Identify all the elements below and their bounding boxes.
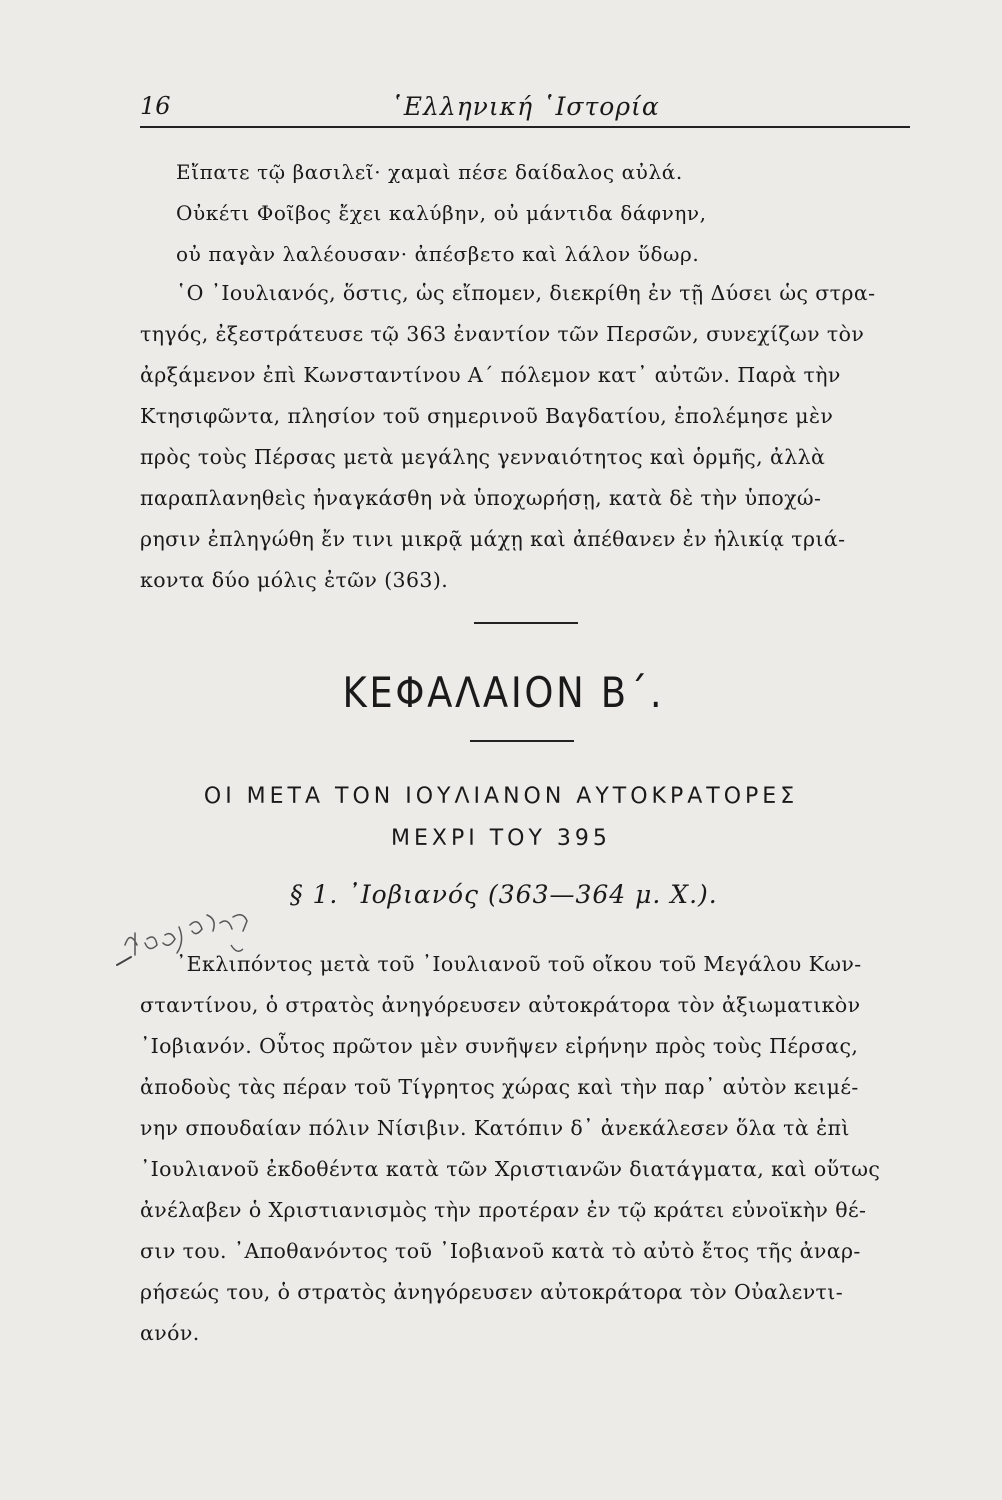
paragraph-line: παραπλανηθεὶς ἠναγκάσθη νὰ ὑποχωρήσῃ, κατὰ δὲ τὴν ὑποχώ-: [140, 486, 822, 510]
paragraph-line: πρὸς τοὺς Πέρσας μετὰ μεγάλης γενναιότητος καὶ ὁρμῆς, ἀλλὰ: [140, 445, 826, 469]
section-title-line-1: ΟΙ ΜΕΤΑ ΤΟΝ ΙΟΥΛΙΑΝΟΝ ΑΥΤΟΚΡΑΤΟΡΕΣ: [203, 784, 799, 809]
verse-line-3: οὐ παγὰν λαλέουσαν· ἀπέσβετο καὶ λάλον ὕδωρ.: [176, 242, 700, 266]
paragraph-line: ῾Ο ᾿Ιουλιανός, ὅστις, ὡς εἴπομεν, διεκρίθη ἐν τῇ Δύσει ὡς στρα-: [176, 281, 876, 305]
section-title-line-2: ΜΕΧΡΙ ΤΟΥ 395: [391, 826, 611, 851]
paragraph-line: ἀποδοὺς τὰς πέραν τοῦ Τίγρητος χώρας καὶ τὴν παρ᾿ αὐτὸν κειμέ-: [140, 1075, 859, 1099]
paragraph-line: ἀρξάμενον ἐπὶ Κωνσταντίνου Α΄ πόλεμον κατ᾿ αὐτῶν. Παρὰ τὴν: [140, 363, 841, 387]
separator-rule-bottom: [470, 740, 574, 742]
paragraph-line: ᾿Ιουλιανοῦ ἐκδοθέντα κατὰ τῶν Χριστιανῶν διατάγματα, καὶ οὕτως: [140, 1157, 881, 1181]
page-number: 16: [140, 92, 171, 120]
paragraph-line: ᾿Ιοβιανόν. Οὗτος πρῶτον μὲν συνῆψεν εἰρήνην πρὸς τοὺς Πέρσας,: [140, 1034, 859, 1058]
paragraph-line: σταντίνου, ὁ στρατὸς ἀνηγόρευσεν αὐτοκράτορα τὸν ἀξιωματικὸν: [140, 993, 861, 1017]
paragraph-line: ρησιν ἐπληγώθη ἔν τινι μικρᾷ μάχῃ καὶ ἀπέθανεν ἐν ἡλικίᾳ τριά-: [140, 527, 846, 551]
chapter-heading: ΚΕΦΑΛΑΙΟΝ Β΄.: [342, 668, 665, 717]
paragraph-line: Κτησιφῶντα, πλησίον τοῦ σημερινοῦ Βαγδατίου, ἐπολέμησε μὲν: [140, 404, 834, 428]
paragraph-line: κοντα δύο μόλις ἐτῶν (363).: [140, 568, 449, 592]
paragraph-line: ἀνέλαβεν ὁ Χριστιανισμὸς τὴν προτέραν ἐν τῷ κράτει εὐνοϊκὴν θέ-: [140, 1198, 867, 1222]
page-header: [140, 92, 910, 128]
paragraph-line: ᾿Εκλιπόντος μετὰ τοῦ ᾿Ιουλιανοῦ τοῦ οἴκου τοῦ Μεγάλου Κων-: [176, 952, 862, 976]
running-title: ῾Ελληνική ῾Ιστορία: [390, 92, 660, 121]
paragraph-line: νην σπουδαίαν πόλιν Νίσιβιν. Κατόπιν δ᾿ ἀνεκάλεσεν ὅλα τὰ ἐπὶ: [140, 1116, 850, 1140]
paragraph-line: τηγός, ἐξεστράτευσε τῷ 363 ἐναντίον τῶν Περσῶν, συνεχίζων τὸν: [140, 322, 865, 346]
separator-rule-top: [474, 622, 578, 624]
verse-line-1: Εἴπατε τῷ βασιλεῖ· χαμαὶ πέσε δαίδαλος αὐλά.: [176, 160, 683, 184]
paragraph-line: ανόν.: [140, 1321, 200, 1345]
paragraph-line: σιν του. ᾿Αποθανόντος τοῦ ᾿Ιοβιανοῦ κατὰ τὸ αὐτὸ ἔτος τῆς ἀναρ-: [140, 1239, 861, 1263]
paragraph-line: ρήσεώς του, ὁ στρατὸς ἀνηγόρευσεν αὐτοκράτορα τὸν Οὐαλεντι-: [140, 1280, 844, 1304]
verse-line-2: Οὐκέτι Φοῖβος ἔχει καλύβην, οὐ μάντιδα δάφνην,: [176, 201, 707, 225]
subsection-heading: § 1. ᾿Ιοβιανός (363—364 μ. Χ.).: [290, 880, 718, 909]
